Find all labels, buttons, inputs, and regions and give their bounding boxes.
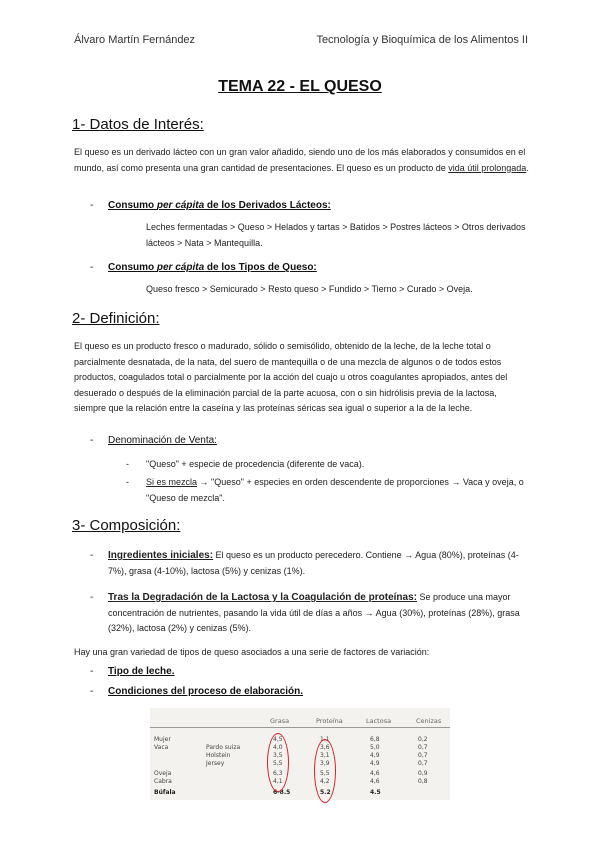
- sub2-text: → "Queso" + especies en orden descendente de proporciones → Vaca y oveja, o "Queso de mezcla".: [146, 477, 524, 503]
- col-header-lactosa: Lactosa: [366, 717, 392, 725]
- bullet-dash: -: [90, 550, 94, 561]
- section-heading-composicion: 3- Composición:: [72, 517, 181, 534]
- proteina-highlight-circle: [314, 739, 336, 803]
- table-cell-proteina: 1,1: [320, 736, 330, 743]
- table-cell-cenizas: 0,2: [418, 736, 428, 743]
- variedad-text: Hay una gran variedad de tipos de queso asociados a una serie de factores de variación:: [74, 647, 430, 657]
- table-cell-proteina: 4,2: [320, 778, 330, 785]
- grasa-highlight-circle: [267, 733, 289, 792]
- degradacion-text: Se produce una mayor concentración de nutrientes, pasando la vida útil de días a años → Agua (30%), proteínas (28%), grasa (32%), lactosa (2%) y cenizas (5%).: [108, 592, 520, 633]
- table-rule: [150, 727, 450, 728]
- bullet-ingredientes: [90, 548, 530, 579]
- consumo-tipos-text: Queso fresco > Semicurado > Resto queso > Fundido > Tierno > Curado > Oveja.: [146, 284, 473, 294]
- ingredientes-lead: Ingredientes iniciales:: [108, 550, 214, 561]
- sub1-text: "Queso" + especie de procedencia (diferente de vaca).: [146, 459, 365, 469]
- table-cell-breed: Pardo suiza: [206, 744, 241, 751]
- table-cell-species: Búfala: [154, 789, 176, 796]
- denominacion-sub2: [126, 475, 530, 506]
- table-cell-proteina: 3,6: [320, 744, 330, 751]
- section-heading-datos: 1- Datos de Interés:: [72, 116, 204, 133]
- table-cell-species: Cabra: [154, 778, 172, 785]
- table-cell-breed: Holstein: [206, 752, 231, 759]
- header-author: Álvaro Martín Fernández: [74, 34, 196, 46]
- table-cell-lactosa: 4,6: [370, 778, 380, 785]
- denominacion-sub1: [126, 457, 530, 473]
- table-cell-species: Vaca: [154, 744, 169, 751]
- denominacion-label: Denominación de Venta:: [108, 435, 217, 446]
- bullet-denominacion: [90, 435, 217, 446]
- table-cell-cenizas: 0,9: [418, 770, 428, 777]
- tipo-leche-label: Tipo de leche.: [108, 666, 175, 677]
- table-cell-breed: Jersey: [206, 760, 225, 767]
- table-cell-grasa: 4,1: [273, 778, 283, 785]
- bullet-condiciones: [90, 686, 303, 697]
- bullet-degradacion: [90, 590, 530, 637]
- col-header-cenizas: Cenizas: [416, 717, 442, 725]
- table-cell-proteina: 3,9: [320, 760, 330, 767]
- table-cell-proteina: 5.2: [320, 789, 331, 796]
- bullet-dash: -: [90, 262, 94, 273]
- table-cell-lactosa: 4,9: [370, 760, 380, 767]
- sub-dash: -: [126, 459, 129, 469]
- bullet-dash: -: [90, 435, 94, 446]
- condiciones-label: Condiciones del proceso de elaboración.: [108, 686, 304, 697]
- header-course: Tecnología y Bioquímica de los Alimentos II: [316, 34, 528, 46]
- ingredientes-text: El queso es un producto perecedero. Contiene → Agua (80%), proteínas (4-7%), grasa (4-10%), lactosa (5%) y cenizas (1%).: [108, 550, 519, 576]
- intro-text: El queso es un derivado lácteo con un gran valor añadido, siendo uno de los más elaborados y consumidos en el mundo, así como presenta una gran cantidad de presentaciones. El queso es un producto de: [74, 147, 526, 173]
- bullet-consumo-derivados: [90, 200, 331, 211]
- table-cell-grasa: 6-8.5: [273, 789, 291, 796]
- table-cell-proteina: 5,5: [320, 770, 330, 777]
- table-cell-grasa: 4,0: [273, 744, 283, 751]
- consumo-derivados-text: Leches fermentadas > Queso > Helados y tartas > Batidos > Postres lácteos > Otros derivados lácteos > Nata > Mantequilla.: [146, 222, 526, 248]
- table-cell-species: Mujer: [154, 736, 171, 743]
- section-heading-definicion: 2- Definición:: [72, 310, 160, 327]
- bullet-dash: -: [90, 666, 94, 677]
- bullet-dash: -: [90, 200, 94, 211]
- section1-intro: [74, 145, 530, 176]
- table-cell-cenizas: 0,8: [418, 778, 428, 785]
- table-cell-cenizas: 0,7: [418, 760, 428, 767]
- sub2-underlined: Si es mezcla: [146, 477, 198, 487]
- b2-em: per cápita: [156, 262, 205, 273]
- b1-em: per cápita: [156, 200, 205, 211]
- composition-table: [150, 708, 450, 800]
- b2-post: de los Tipos de Queso:: [204, 262, 317, 273]
- intro-underlined: vida útil prolongada: [448, 162, 527, 173]
- col-header-proteina: Proteína: [316, 717, 343, 725]
- b1-pre: Consumo: [108, 200, 157, 211]
- table-cell-proteina: 3,1: [320, 752, 330, 759]
- table-cell-grasa: 6,3: [273, 770, 283, 777]
- bullet-consumo-tipos: [90, 262, 317, 273]
- page-title: TEMA 22 - EL QUESO: [218, 78, 382, 95]
- table-cell-lactosa: 4.5: [370, 789, 381, 796]
- table-cell-lactosa: 4,6: [370, 770, 380, 777]
- sub-dash: -: [126, 477, 129, 487]
- b1-post: de los Derivados Lácteos:: [204, 200, 331, 211]
- table-cell-grasa: 4,5: [273, 736, 283, 743]
- table-cell-lactosa: 6,8: [370, 736, 380, 743]
- b2-pre: Consumo: [108, 262, 157, 273]
- bullet-dash: -: [90, 592, 94, 603]
- table-cell-lactosa: 5,0: [370, 744, 380, 751]
- col-header-grasa: Grasa: [270, 717, 290, 725]
- table-cell-grasa: 3,5: [273, 752, 283, 759]
- bullet-tipo-leche: [90, 666, 175, 677]
- table-cell-grasa: 5,5: [273, 760, 283, 767]
- table-cell-lactosa: 4,9: [370, 752, 380, 759]
- bullet-dash: -: [90, 686, 94, 697]
- table-cell-cenizas: 0,7: [418, 752, 428, 759]
- definicion-text: El queso es un producto fresco o madurado, sólido o semisólido, obtenido de la leche, de la leche total o parcialmente desnatada, de la nata, del suero de mantequilla o de una mezcla de algunos o de todos estos productos, coagulados total o parcialmente por la acción del cuajo u otros coagulantes apropiados, antes del desuerado o después de la eliminación parcial de la parte acuosa, con o sin hidrólisis previa de la lactosa, siempre que la relación entre la caseína y las proteínas séricas sea igual o superior a la de la leche.: [74, 341, 508, 413]
- degradacion-lead: Tras la Degradación de la Lactosa y la Coagulación de proteínas:: [108, 592, 417, 603]
- table-cell-cenizas: 0,7: [418, 744, 428, 751]
- intro-end: .: [526, 162, 529, 173]
- table-cell-species: Oveja: [154, 770, 172, 777]
